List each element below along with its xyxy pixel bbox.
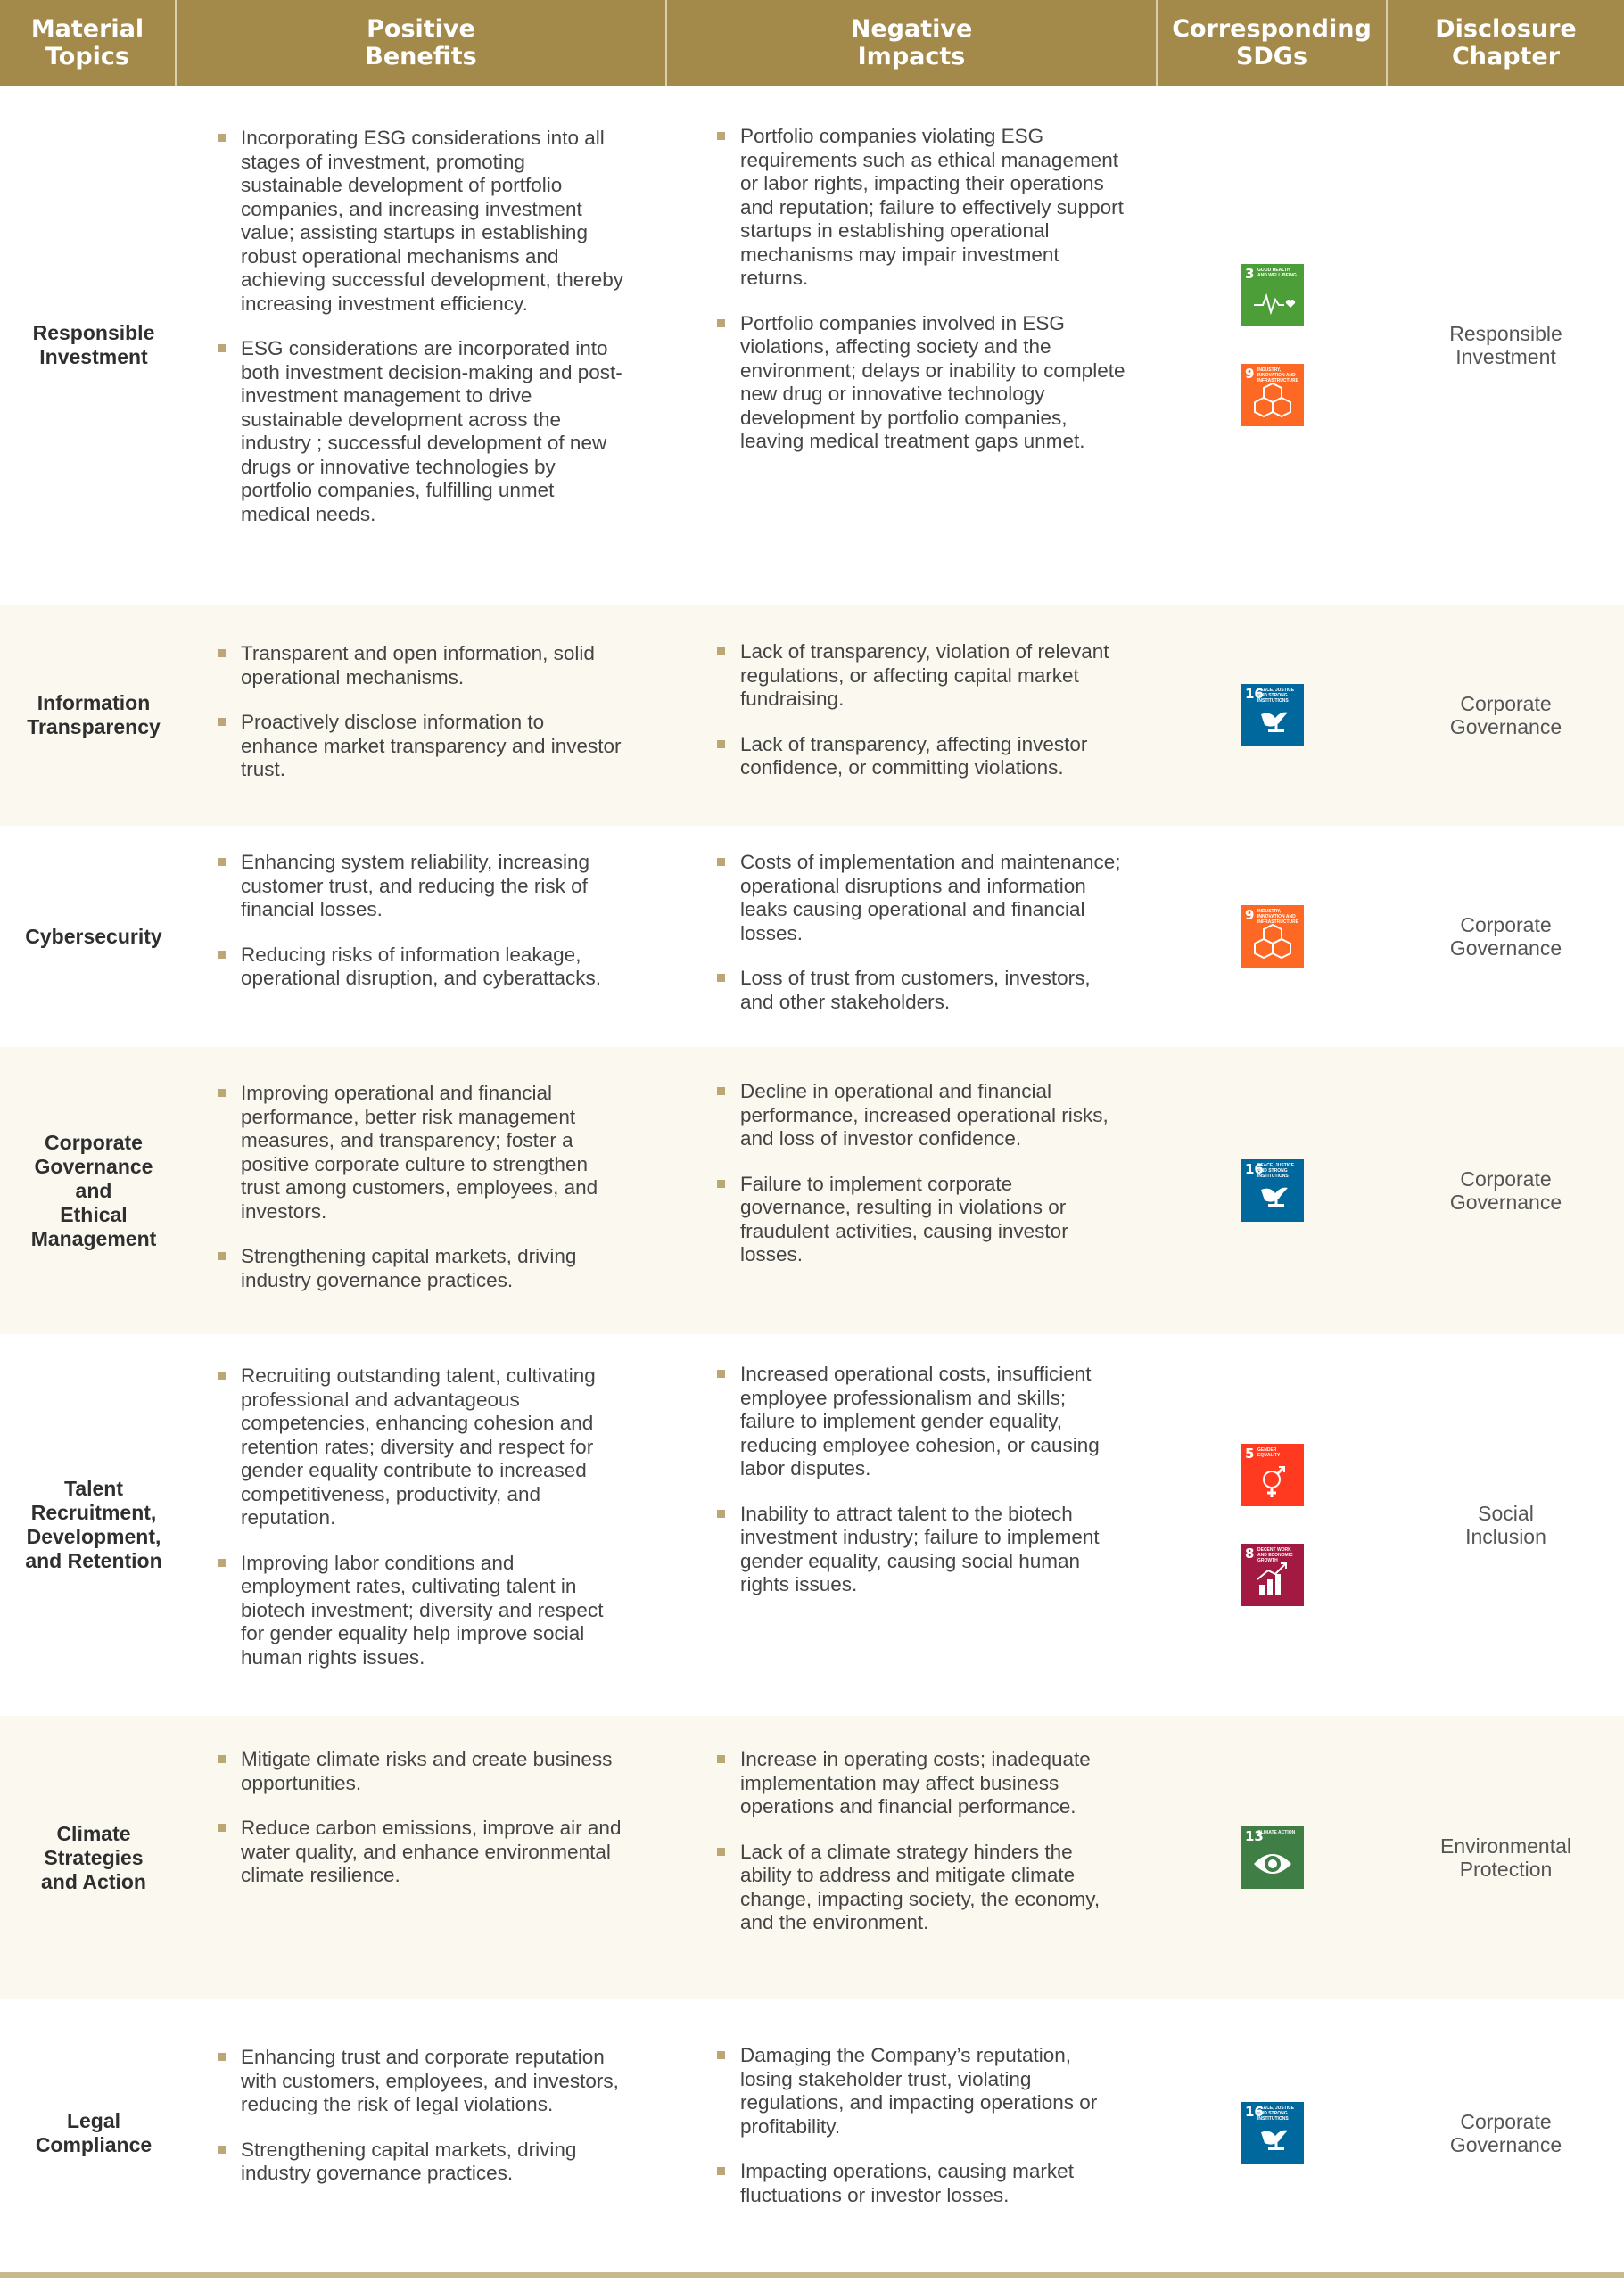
bullet-square-icon bbox=[717, 740, 725, 748]
sdg-number: 16 bbox=[1245, 686, 1264, 702]
bullet-square-icon bbox=[717, 2167, 725, 2175]
material-topic: Information Transparency bbox=[27, 691, 161, 738]
bullet-square-icon bbox=[218, 718, 226, 726]
material-topic: Legal Compliance bbox=[35, 2109, 153, 2156]
bullet-square-icon bbox=[218, 951, 226, 959]
negative-impact-text: Increase in operating costs; inadequate implementation may affect business operations and financial performance. bbox=[740, 1748, 1091, 1817]
bullet-square-icon bbox=[218, 1824, 226, 1832]
negative-impact-item bbox=[713, 2160, 1125, 2207]
bullet-square-icon bbox=[218, 2053, 226, 2061]
sdg-icons bbox=[1241, 1999, 1304, 2267]
sdg-number: 8 bbox=[1245, 1545, 1255, 1562]
negative-impacts-list bbox=[713, 640, 1125, 802]
positive-benefit-item bbox=[214, 1817, 626, 1888]
bullet-square-icon bbox=[218, 1252, 226, 1260]
negative-impact-item bbox=[713, 640, 1125, 712]
positive-benefit-text: Transparent and open information, solid operational mechanisms. bbox=[241, 642, 595, 688]
table-row bbox=[0, 605, 1624, 826]
bullet-square-icon bbox=[218, 1372, 226, 1380]
sdg-caption: PEACE, JUSTICE AND STRONG INSTITUTIONS bbox=[1257, 2106, 1295, 2122]
positive-benefit-text: Mitigate climate risks and create business opportunities. bbox=[241, 1748, 613, 1794]
positive-benefit-item bbox=[214, 127, 626, 316]
negative-impact-item bbox=[713, 312, 1125, 454]
sdg-caption: PEACE, JUSTICE AND STRONG INSTITUTIONS bbox=[1257, 1163, 1295, 1179]
negative-impacts-list bbox=[713, 1363, 1125, 1619]
positive-benefits-list bbox=[214, 851, 626, 1012]
positive-benefit-item bbox=[214, 2046, 626, 2117]
bullet-square-icon bbox=[717, 1180, 725, 1188]
material-topic: Climate Strategies and Action bbox=[41, 1821, 146, 1893]
positive-benefits-list bbox=[214, 642, 626, 804]
positive-benefit-item bbox=[214, 1748, 626, 1795]
disclosure-chapter: Social Inclusion bbox=[1465, 1502, 1546, 1548]
positive-benefit-text: Proactively disclose information to enhance market transparency and investor trust. bbox=[241, 711, 622, 780]
sdg-caption: INDUSTRY, INNOVATION AND INFRASTRUCTURE bbox=[1257, 909, 1299, 925]
table-header bbox=[0, 0, 1624, 86]
positive-benefit-text: ESG considerations are incorporated into both investment decision-making and post-investment management to drive sustainable development across the industry ; successful development of new drugs or innovative technologies by portfolio companies, fulfilling unmet medical needs. bbox=[241, 337, 622, 525]
negative-impact-item bbox=[713, 851, 1125, 945]
bullet-square-icon bbox=[218, 649, 226, 657]
positive-benefit-text: Incorporating ESG considerations into all stages of investment, promoting sustainable development of portfolio companies, and increasing investment value; assisting startups in establishing robust operational mechanisms and achieving successful development, thereby increasing investment efficiency. bbox=[241, 127, 623, 315]
negative-impacts-list bbox=[713, 851, 1125, 1035]
sdg-9-tile bbox=[1241, 905, 1304, 968]
disclosure-chapter: Corporate Governance bbox=[1449, 692, 1562, 738]
sdg-caption: GENDER EQUALITY bbox=[1257, 1447, 1281, 1458]
disclosure-chapter: Corporate Governance bbox=[1449, 2110, 1562, 2156]
material-topic: Cybersecurity bbox=[25, 924, 162, 948]
positive-benefits-list bbox=[214, 1082, 626, 1314]
sdg-icons bbox=[1241, 1716, 1304, 1999]
negative-impact-text: Portfolio companies involved in ESG violations, affecting society and the environment; delays or inability to complete new drug or innovative technology development by portfolio companies, leaving medical treatment gaps unmet. bbox=[740, 311, 1125, 452]
bullet-square-icon bbox=[218, 344, 226, 352]
negative-impact-text: Lack of a climate strategy hinders the ability to address and mitigate climate change, impacting society, the economy, and the environment. bbox=[740, 1840, 1101, 1933]
positive-benefit-item bbox=[214, 1082, 626, 1224]
positive-benefit-text: Improving labor conditions and employment rates, cultivating talent in biotech investment; diversity and respect for gender equality help improve social human rights issues. bbox=[241, 1551, 604, 1669]
bullet-square-icon bbox=[717, 647, 725, 655]
bullet-square-icon bbox=[717, 1510, 725, 1518]
negative-impact-item bbox=[713, 1080, 1125, 1151]
positive-benefit-item bbox=[214, 1364, 626, 1530]
bullet-square-icon bbox=[717, 1755, 725, 1763]
bullet-square-icon bbox=[717, 858, 725, 866]
negative-impact-text: Decline in operational and financial performance, increased operational risks, and loss of investor confidence. bbox=[740, 1080, 1109, 1150]
negative-impact-text: Portfolio companies violating ESG requirements such as ethical management or labor rights, impacting their operations and reputation; failure to effectively support startups in establishing operational mechanisms may impair investment returns. bbox=[740, 125, 1124, 289]
negative-impact-text: Lack of transparency, affecting investor confidence, or committing violations. bbox=[740, 732, 1088, 779]
bullet-square-icon bbox=[218, 1755, 226, 1763]
sdg-13-tile bbox=[1241, 1826, 1304, 1889]
negative-impact-item bbox=[713, 1173, 1125, 1267]
sdg-16-tile bbox=[1241, 1159, 1304, 1222]
disclosure-chapter: Corporate Governance bbox=[1449, 913, 1562, 960]
sdg-9-tile bbox=[1241, 364, 1304, 426]
sdg-number: 5 bbox=[1245, 1446, 1255, 1462]
positive-benefit-item bbox=[214, 711, 626, 782]
sdg-icons bbox=[1241, 1334, 1304, 1716]
table-row bbox=[0, 1047, 1624, 1334]
table-row bbox=[0, 1716, 1624, 1999]
sdg-16-tile bbox=[1241, 684, 1304, 746]
positive-benefit-item bbox=[214, 2139, 626, 2186]
positive-benefit-item bbox=[214, 1552, 626, 1670]
negative-impact-item bbox=[713, 1841, 1125, 1935]
table-row bbox=[0, 1999, 1624, 2267]
sdg-number: 16 bbox=[1245, 2104, 1264, 2120]
positive-benefit-text: Strengthening capital markets, driving industry governance practices. bbox=[241, 1245, 577, 1291]
positive-benefit-item bbox=[214, 851, 626, 922]
sdg-3-tile bbox=[1241, 264, 1304, 326]
sdg-icons bbox=[1241, 86, 1304, 605]
bullet-square-icon bbox=[218, 858, 226, 866]
sdg-number: 16 bbox=[1245, 1161, 1264, 1177]
negative-impact-text: Inability to attract talent to the biotech investment industry; failure to implement gender equality, causing social human rights issues. bbox=[740, 1502, 1100, 1595]
positive-benefit-item bbox=[214, 1245, 626, 1292]
disclosure-chapter: Environmental Protection bbox=[1439, 1834, 1572, 1881]
bullet-square-icon bbox=[218, 1559, 226, 1567]
positive-benefit-text: Improving operational and financial performance, better risk management measures, and transparency; foster a positive corporate culture to strengthen trust among customers, employees, and investors. bbox=[241, 1082, 598, 1223]
negative-impact-item bbox=[713, 1503, 1125, 1597]
sdg-number: 9 bbox=[1245, 907, 1255, 923]
sdg-number: 3 bbox=[1245, 266, 1255, 282]
bullet-square-icon bbox=[717, 1848, 725, 1856]
sdg-8-tile bbox=[1241, 1544, 1304, 1606]
negative-impact-item bbox=[713, 967, 1125, 1014]
positive-benefits-list bbox=[214, 1364, 626, 1691]
positive-benefit-text: Reduce carbon emissions, improve air and water quality, and enhance environmental climate resilience. bbox=[241, 1817, 622, 1886]
sdg-icons bbox=[1241, 1047, 1304, 1334]
positive-benefit-item bbox=[214, 337, 626, 526]
bullet-square-icon bbox=[218, 2146, 226, 2154]
positive-benefit-item bbox=[214, 944, 626, 991]
disclosure-chapter: Corporate Governance bbox=[1449, 1167, 1562, 1214]
positive-benefit-text: Enhancing system reliability, increasing customer trust, and reducing the risk of financial losses. bbox=[241, 851, 590, 920]
positive-benefits-list bbox=[214, 1748, 626, 1909]
negative-impact-text: Impacting operations, causing market fluctuations or investor losses. bbox=[740, 2160, 1074, 2206]
header-disclosure-chapter: Disclosure Chapter bbox=[1435, 15, 1577, 70]
sdg-caption: INDUSTRY, INNOVATION AND INFRASTRUCTURE bbox=[1257, 367, 1299, 383]
sdg-icons bbox=[1241, 826, 1304, 1047]
sdg-16-tile bbox=[1241, 2102, 1304, 2164]
sdg-caption: DECENT WORK AND ECONOMIC GROWTH bbox=[1257, 1547, 1293, 1563]
disclosure-chapter: Responsible Investment bbox=[1449, 322, 1562, 368]
header-negative-impacts: Negative Impacts bbox=[667, 0, 1158, 86]
positive-benefit-item bbox=[214, 642, 626, 689]
negative-impacts-list bbox=[713, 125, 1125, 475]
bullet-square-icon bbox=[717, 2051, 725, 2059]
bullet-square-icon bbox=[218, 1089, 226, 1097]
bullet-square-icon bbox=[717, 319, 725, 327]
positive-benefit-text: Strengthening capital markets, driving industry governance practices. bbox=[241, 2138, 577, 2184]
negative-impact-item bbox=[713, 1748, 1125, 1819]
sdg-caption: CLIMATE ACTION bbox=[1257, 1830, 1296, 1835]
sdg-5-tile bbox=[1241, 1444, 1304, 1506]
positive-benefit-text: Reducing risks of information leakage, operational disruption, and cyberattacks. bbox=[241, 943, 601, 989]
sdg-number: 13 bbox=[1245, 1828, 1264, 1844]
negative-impacts-list bbox=[713, 2044, 1125, 2229]
table-row bbox=[0, 86, 1624, 605]
negative-impact-text: Loss of trust from customers, investors, and other stakeholders. bbox=[740, 967, 1091, 1013]
bullet-square-icon bbox=[218, 134, 226, 142]
negative-impact-text: Increased operational costs, insufficient employee professionalism and skills; failure to implement gender equality, reducing employee cohesion, or causing labor disputes. bbox=[740, 1363, 1100, 1479]
bullet-square-icon bbox=[717, 1370, 725, 1378]
material-topic: Responsible Investment bbox=[32, 321, 155, 368]
bullet-square-icon bbox=[717, 132, 725, 140]
negative-impact-text: Failure to implement corporate governance, resulting in violations or fraudulent activities, causing investor losses. bbox=[740, 1172, 1068, 1265]
material-topic: Corporate Governance and Ethical Management bbox=[30, 1130, 157, 1250]
negative-impact-item bbox=[713, 2044, 1125, 2139]
sdg-icons bbox=[1241, 605, 1304, 826]
positive-benefit-text: Enhancing trust and corporate reputation with customers, employees, and investors, reducing the risk of legal violations. bbox=[241, 2046, 619, 2115]
bottom-divider bbox=[0, 2272, 1624, 2278]
bullet-square-icon bbox=[717, 1087, 725, 1095]
header-material-topics: Material Topics bbox=[0, 0, 177, 86]
positive-benefit-text: Recruiting outstanding talent, cultivating professional and advantageous competencies, enhancing cohesion and retention rates; diversity and respect for gender equality contribute to increased competitiveness, productivity, and reputation. bbox=[241, 1364, 596, 1529]
positive-benefits-list bbox=[214, 127, 626, 548]
header-positive-benefits: Positive Benefits bbox=[177, 0, 667, 86]
negative-impact-text: Costs of implementation and maintenance; operational disruptions and information leaks causing operational and financial losses. bbox=[740, 851, 1121, 944]
table-row bbox=[0, 1334, 1624, 1716]
negative-impact-item bbox=[713, 733, 1125, 780]
negative-impact-text: Damaging the Company’s reputation, losing stakeholder trust, violating regulations, and impacting operations or profitability. bbox=[740, 2044, 1098, 2138]
negative-impact-item bbox=[713, 125, 1125, 291]
sdg-caption: PEACE, JUSTICE AND STRONG INSTITUTIONS bbox=[1257, 688, 1295, 704]
negative-impacts-list bbox=[713, 1748, 1125, 1957]
negative-impacts-list bbox=[713, 1080, 1125, 1289]
table-row bbox=[0, 826, 1624, 1047]
negative-impact-text: Lack of transparency, violation of relevant regulations, or affecting capital market fundraising. bbox=[740, 640, 1109, 710]
bullet-square-icon bbox=[717, 974, 725, 982]
negative-impact-item bbox=[713, 1363, 1125, 1481]
sdg-number: 9 bbox=[1245, 366, 1255, 382]
positive-benefits-list bbox=[214, 2046, 626, 2207]
sdg-caption: GOOD HEALTH AND WELL-BEING bbox=[1257, 268, 1297, 278]
header-corresponding-sdgs: Corresponding SDGs bbox=[1158, 0, 1388, 86]
material-topic: Talent Recruitment, Development, and Retention bbox=[25, 1477, 162, 1572]
